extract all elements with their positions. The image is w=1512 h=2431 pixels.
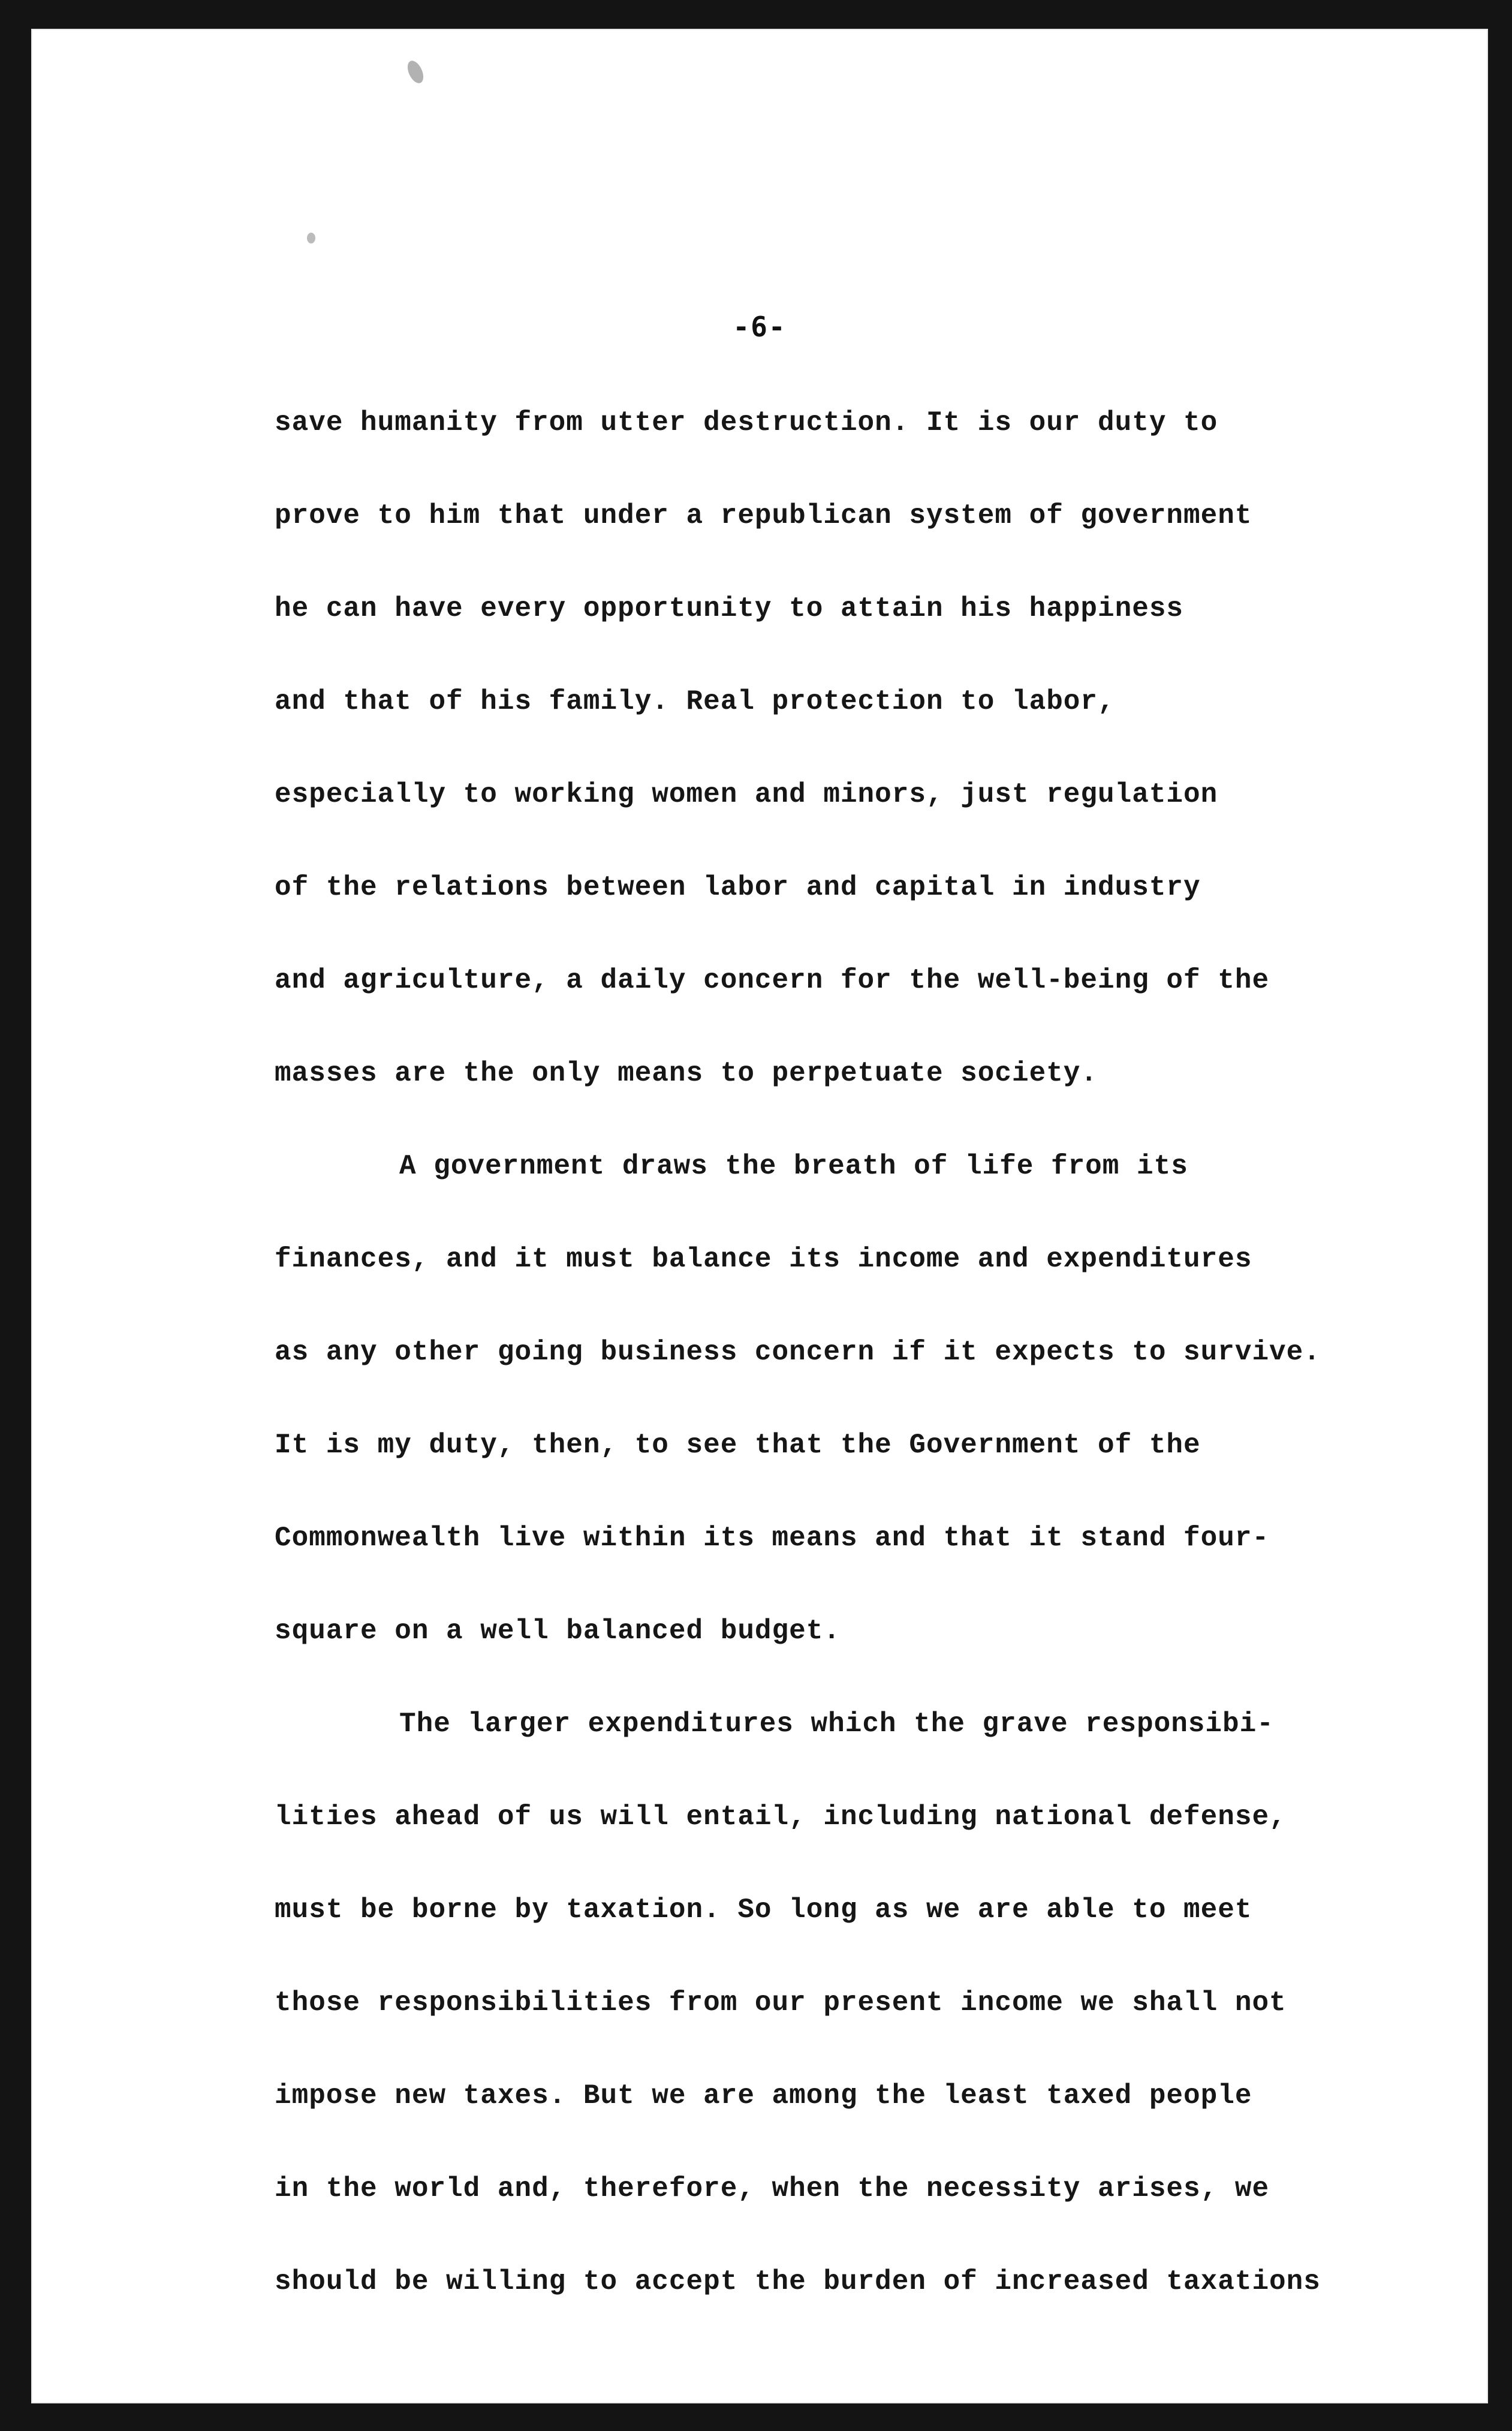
text-line: in the world and, therefore, when the necessity arises, we	[275, 2173, 1270, 2204]
text-line: save humanity from utter destruction. It is our duty to	[275, 407, 1218, 438]
text-line: lities ahead of us will entail, including national defense,	[275, 1801, 1287, 1833]
text-line: should be willing to accept the burden of increased taxations	[275, 2266, 1321, 2297]
body-text	[275, 377, 1402, 2328]
text-line: those responsibilities from our present income we shall not	[275, 1987, 1287, 2018]
text-line: as any other going business concern if it expects to survive.	[275, 1337, 1321, 1368]
text-line: square on a well balanced budget.	[275, 1615, 841, 1647]
page-number: -6-	[733, 311, 787, 343]
text-line: especially to working women and minors, just regulation	[275, 779, 1218, 810]
text-line: Commonwealth live within its means and that it stand four-	[275, 1523, 1270, 1554]
text-line: he can have every opportunity to attain his happiness	[275, 593, 1184, 624]
text-line: of the relations between labor and capital in industry	[275, 872, 1201, 903]
text-line: impose new taxes. But we are among the least taxed people	[275, 2080, 1252, 2111]
text-line: must be borne by taxation. So long as we are able to meet	[275, 1894, 1252, 1925]
text-line: and that of his family. Real protection to labor,	[275, 686, 1115, 717]
scan-speck-mark	[405, 58, 427, 86]
paragraph-start-line: The larger expenditures which the grave responsibi-	[399, 1708, 1274, 1740]
text-line: finances, and it must balance its income and expenditures	[275, 1244, 1252, 1275]
document-page	[31, 29, 1488, 2403]
text-line: and agriculture, a daily concern for the well-being of the	[275, 965, 1270, 996]
paragraph-start-line: A government draws the breath of life from its	[399, 1151, 1188, 1182]
text-line: prove to him that under a republican system of government	[275, 500, 1252, 531]
text-line: masses are the only means to perpetuate society.	[275, 1058, 1098, 1089]
text-line: It is my duty, then, to see that the Government of the	[275, 1430, 1201, 1461]
scan-speck-mark	[307, 233, 315, 243]
